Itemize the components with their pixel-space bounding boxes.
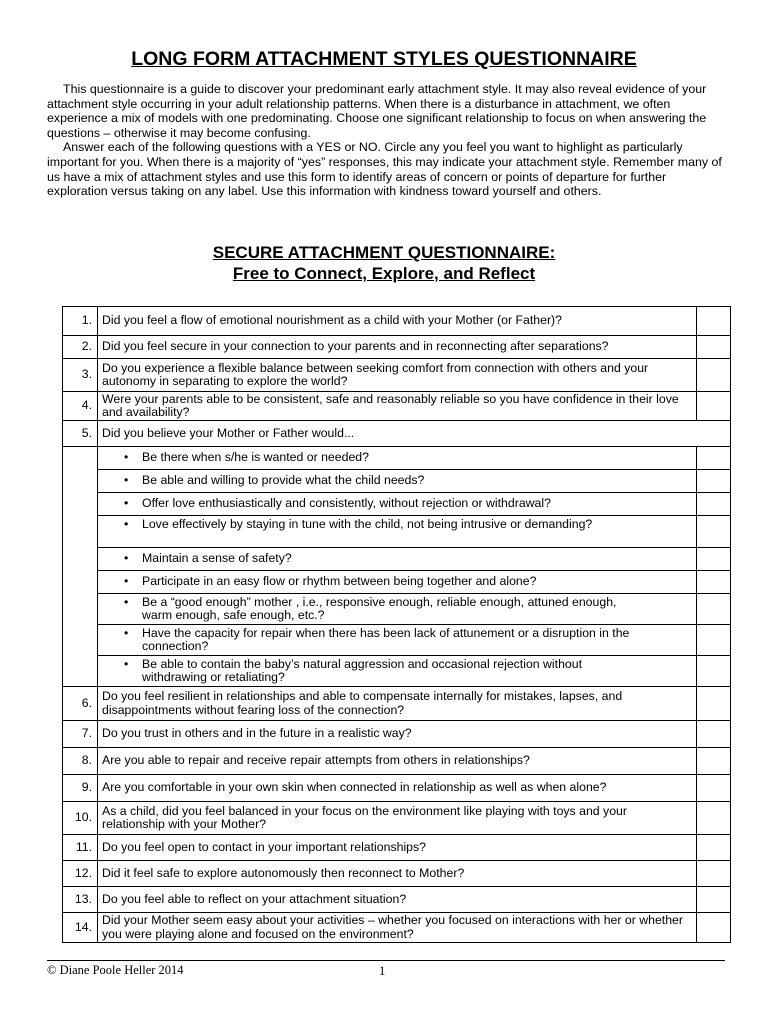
- table-row: [63, 392, 731, 421]
- table-row: [63, 421, 731, 447]
- intro-paragraph-1: This questionnaire is a guide to discover your predominant early attachment style. It may also reveal evidence of your attachment style occurring in your adult relationship patterns. When there is a disturbance in attachment, we often experience a mix of models with one predominating. Choose one significant relationship to focus on when answering the questions – otherwise it may become confusing.: [47, 82, 707, 140]
- table-row: [63, 307, 731, 336]
- question-number: 9.: [63, 775, 98, 802]
- question-text: Did you feel a flow of emotional nourishment as a child with your Mother (or Father)?: [98, 307, 697, 336]
- question-text: Are you able to repair and receive repair attempts from others in relationships?: [98, 748, 697, 775]
- question-text: Are you comfortable in your own skin when connected in relationship as well as when alone?: [98, 775, 697, 802]
- table-row: [63, 359, 731, 392]
- question-number: 12.: [63, 861, 98, 887]
- footer-copyright: © Diane Poole Heller 2014: [47, 963, 184, 977]
- table-row: [63, 625, 731, 656]
- table-row: [63, 336, 731, 359]
- question-number: 11.: [63, 835, 98, 861]
- answer-cell[interactable]: [697, 571, 731, 594]
- bullet-icon: •: [124, 551, 129, 566]
- question-text: Did it feel safe to explore autonomously then reconnect to Mother?: [98, 861, 697, 887]
- question-number: 5.: [63, 421, 98, 447]
- bullet-icon: •: [124, 450, 129, 465]
- sub-item-text: Be a “good enough” mother , i.e., responsive enough, reliable enough, attuned enough, warm enough, safe enough, etc.?: [142, 594, 617, 622]
- answer-cell[interactable]: [697, 687, 731, 721]
- bullet-icon: •: [124, 594, 129, 609]
- bullet-icon: •: [124, 656, 129, 671]
- bullet-icon: •: [124, 517, 129, 531]
- section-title: SECURE ATTACHMENT QUESTIONNAIRE:: [212, 243, 556, 262]
- answer-cell[interactable]: [697, 775, 731, 802]
- question-text: Do you feel able to reflect on your attachment situation?: [98, 887, 697, 913]
- question-number: 4.: [63, 392, 98, 421]
- sub-item-text: Be able to contain the baby’s natural aggression and occasional rejection without withdrawing or retaliating?: [142, 656, 583, 684]
- answer-cell[interactable]: [697, 594, 731, 625]
- answer-cell[interactable]: [697, 656, 731, 687]
- question-text: Were your parents able to be consistent, safe and reasonably reliable so you have confidence in their love and availability?: [98, 392, 697, 421]
- bullet-icon: •: [124, 496, 129, 511]
- question-number: 7.: [63, 721, 98, 748]
- table-row: [63, 913, 731, 943]
- table-row: [63, 548, 731, 571]
- answer-cell[interactable]: [697, 359, 731, 392]
- sub-item-text: Be there when s/he is wanted or needed?: [142, 450, 369, 465]
- answer-cell[interactable]: [697, 625, 731, 656]
- question-text: Do you feel open to contact in your important relationships?: [98, 835, 697, 861]
- sub-item: [98, 571, 697, 594]
- question-number: 3.: [63, 359, 98, 392]
- bullet-icon: •: [124, 473, 129, 488]
- table-row: [63, 571, 731, 594]
- question-number: 14.: [63, 913, 98, 943]
- sub-item-text: Participate in an easy flow or rhythm between being together and alone?: [142, 574, 537, 589]
- intro: [47, 82, 725, 199]
- table-row: [63, 656, 731, 687]
- table-row: [63, 493, 731, 516]
- answer-cell[interactable]: [697, 913, 731, 943]
- question-text: Do you trust in others and in the future in a realistic way?: [98, 721, 697, 748]
- answer-cell[interactable]: [697, 835, 731, 861]
- answer-cell[interactable]: [697, 721, 731, 748]
- question-number: 1.: [63, 307, 98, 336]
- question-text: Did your Mother seem easy about your activities – whether you focused on interactions with her or whether you were playing alone and focused on the environment?: [98, 913, 697, 943]
- question-number: 6.: [63, 687, 98, 721]
- answer-cell[interactable]: [697, 447, 731, 470]
- question-text: Did you feel secure in your connection to your parents and in reconnecting after separations?: [98, 336, 697, 359]
- bullet-icon: •: [124, 574, 129, 589]
- question-text: Do you experience a flexible balance between seeking comfort from connection with others and your autonomy in separating to explore the world?: [98, 359, 697, 392]
- table-row: [63, 594, 731, 625]
- question-number: 8.: [63, 748, 98, 775]
- table-row: [63, 516, 731, 548]
- sub-item: [98, 493, 697, 516]
- section-subtitle: Free to Connect, Explore, and Reflect: [232, 264, 536, 283]
- sub-item: [98, 625, 697, 656]
- table-row: [63, 687, 731, 721]
- intro-paragraph-2: Answer each of the following questions with a YES or NO. Circle any you feel you want to highlight as particularly important for you. When there is a majority of “yes” responses, this may indicate your attachment style. Remember many of us have a mix of attachment styles and use this form to identify areas of concern or points of departure for further exploration versus taking on any label. Use this information with kindness toward yourself and others.: [47, 140, 722, 199]
- sub-item: [98, 548, 697, 571]
- table-row: [63, 861, 731, 887]
- sub-item-text: Be able and willing to provide what the child needs?: [142, 473, 425, 488]
- bullet-icon: •: [124, 625, 129, 640]
- answer-cell[interactable]: [697, 748, 731, 775]
- answer-cell[interactable]: [697, 516, 731, 548]
- sub-item: [98, 516, 697, 548]
- answer-cell[interactable]: [697, 307, 731, 336]
- answer-cell[interactable]: [697, 802, 731, 835]
- answer-cell[interactable]: [697, 470, 731, 493]
- sub-item: [98, 447, 697, 470]
- answer-cell[interactable]: [697, 861, 731, 887]
- table-row: [63, 887, 731, 913]
- sub-item: [98, 470, 697, 493]
- table-row: [63, 802, 731, 835]
- question-text: Do you feel resilient in relationships and able to compensate internally for mistakes, lapses, and disappointments without fearing loss of the connection?: [98, 687, 697, 721]
- answer-cell[interactable]: [697, 887, 731, 913]
- table-row: [63, 835, 731, 861]
- sub-item: [98, 656, 697, 687]
- table-row: [63, 775, 731, 802]
- sub-item-text: Love effectively by staying in tune with the child, not being intrusive or demanding?: [142, 517, 593, 531]
- answer-cell[interactable]: [697, 392, 731, 421]
- table-row: [63, 470, 731, 493]
- document-title: LONG FORM ATTACHMENT STYLES QUESTIONNAIRE: [131, 48, 637, 70]
- table-row: [63, 721, 731, 748]
- answer-cell[interactable]: [697, 336, 731, 359]
- sub-item-text: Offer love enthusiastically and consistently, without rejection or withdrawal?: [142, 496, 551, 511]
- question-number: 2.: [63, 336, 98, 359]
- question-text: Did you believe your Mother or Father would...: [98, 421, 731, 447]
- sub-item-text: Have the capacity for repair when there has been lack of attunement or a disruption in the connection?: [142, 625, 630, 653]
- table-row: [63, 447, 731, 470]
- question-number: 13.: [63, 887, 98, 913]
- sub-item-text: Maintain a sense of safety?: [142, 551, 292, 566]
- page-number: 1: [379, 964, 386, 978]
- table-row: [63, 748, 731, 775]
- sub-item: [98, 594, 697, 625]
- questionnaire-table: [62, 306, 731, 943]
- answer-cell[interactable]: [697, 548, 731, 571]
- answer-cell[interactable]: [697, 493, 731, 516]
- question-number: 10.: [63, 802, 98, 835]
- question-text: As a child, did you feel balanced in your focus on the environment like playing with toys and your relationship with your Mother?: [98, 802, 697, 835]
- footer-divider: [47, 960, 725, 961]
